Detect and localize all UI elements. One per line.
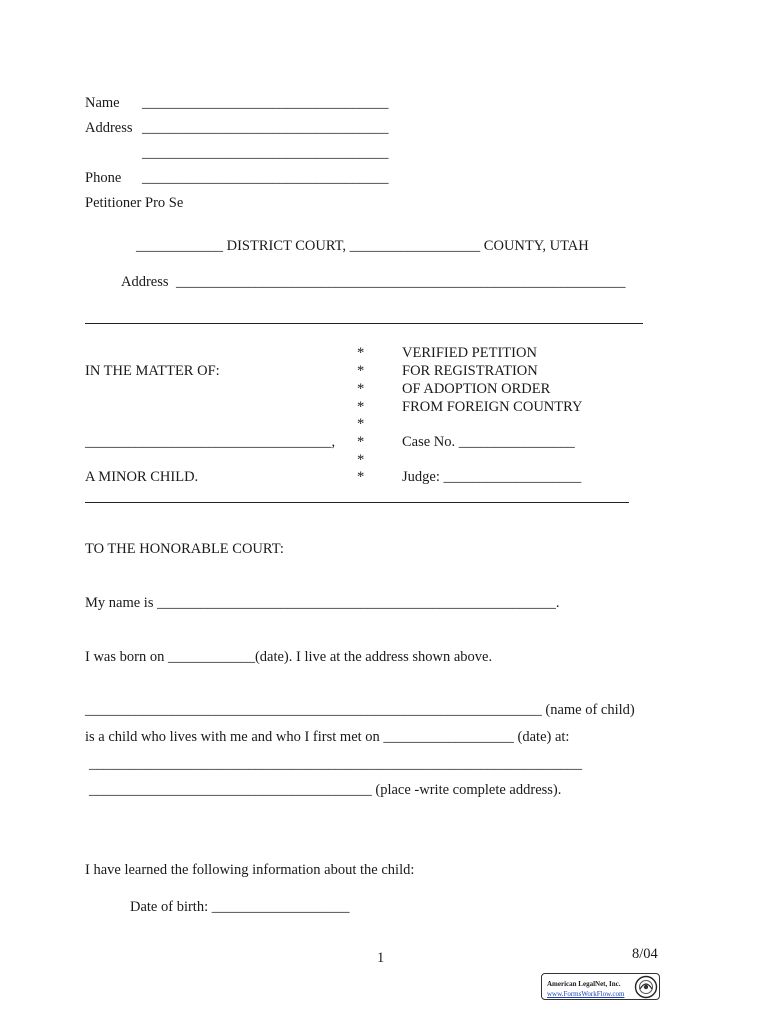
judge-field[interactable]: Judge: ___________________ bbox=[402, 469, 582, 485]
caption-top-rule bbox=[85, 323, 643, 324]
court-address-label: Address bbox=[121, 274, 169, 290]
case-number-field[interactable]: Case No. ________________ bbox=[402, 434, 575, 450]
address-blank-line2[interactable]: __________________________________ bbox=[142, 145, 389, 161]
name-label: Name bbox=[85, 95, 120, 111]
seal-icon bbox=[634, 975, 658, 999]
petition-title-line: FROM FOREIGN COUNTRY bbox=[402, 399, 583, 415]
court-heading: ____________ DISTRICT COURT, __________________ COUNTY, UTAH bbox=[136, 238, 589, 254]
petition-title-line: FOR REGISTRATION bbox=[402, 363, 538, 379]
caption-star: * bbox=[357, 381, 365, 397]
caption-star: * bbox=[357, 345, 365, 361]
publisher-name: American LegalNet, Inc. bbox=[547, 980, 621, 988]
page-number: 1 bbox=[377, 950, 385, 966]
caption-star: * bbox=[357, 469, 365, 485]
court-address-blank[interactable]: ______________________________________________________________ bbox=[176, 274, 626, 290]
form-date-code: 8/04 bbox=[632, 946, 658, 962]
date-of-birth-field[interactable]: Date of birth: ___________________ bbox=[130, 899, 350, 915]
place-address-line[interactable]: _______________________________________ (place -write complete address). bbox=[89, 782, 562, 798]
petition-title-line: OF ADOPTION ORDER bbox=[402, 381, 551, 397]
learned-info-line: I have learned the following information about the child: bbox=[85, 862, 415, 878]
birth-date-line[interactable]: I was born on ____________(date). I live at the address shown above. bbox=[85, 649, 493, 665]
publisher-url[interactable]: www.FormsWorkFlow.com bbox=[547, 990, 625, 998]
caption-star: * bbox=[357, 434, 365, 450]
petition-title-line: VERIFIED PETITION bbox=[402, 345, 537, 361]
address-label: Address bbox=[85, 120, 133, 136]
caption-star: * bbox=[357, 452, 365, 468]
place-blank-line[interactable]: ____________________________________________________________________ bbox=[89, 756, 582, 772]
salutation: TO THE HONORABLE COURT: bbox=[85, 541, 284, 557]
minor-child-label: A MINOR CHILD. bbox=[85, 469, 199, 485]
caption-star: * bbox=[357, 399, 365, 415]
petitioner-label: Petitioner Pro Se bbox=[85, 195, 184, 211]
publisher-logo bbox=[541, 973, 660, 1000]
petitioner-name-line[interactable]: My name is _______________________________________________________. bbox=[85, 595, 560, 611]
caption-star: * bbox=[357, 416, 365, 432]
caption-star: * bbox=[357, 363, 365, 379]
matter-label: IN THE MATTER OF: bbox=[85, 363, 220, 379]
child-name-line[interactable]: _______________________________________________________________ (name of child) bbox=[85, 702, 635, 718]
caption-bottom-rule bbox=[85, 502, 629, 503]
first-met-line[interactable]: is a child who lives with me and who I first met on __________________ (date) at: bbox=[85, 729, 570, 745]
name-blank[interactable]: __________________________________ bbox=[142, 95, 389, 111]
address-blank[interactable]: __________________________________ bbox=[142, 120, 389, 136]
child-name-blank[interactable]: __________________________________, bbox=[85, 434, 336, 450]
phone-blank[interactable]: __________________________________ bbox=[142, 170, 389, 186]
phone-label: Phone bbox=[85, 170, 122, 186]
